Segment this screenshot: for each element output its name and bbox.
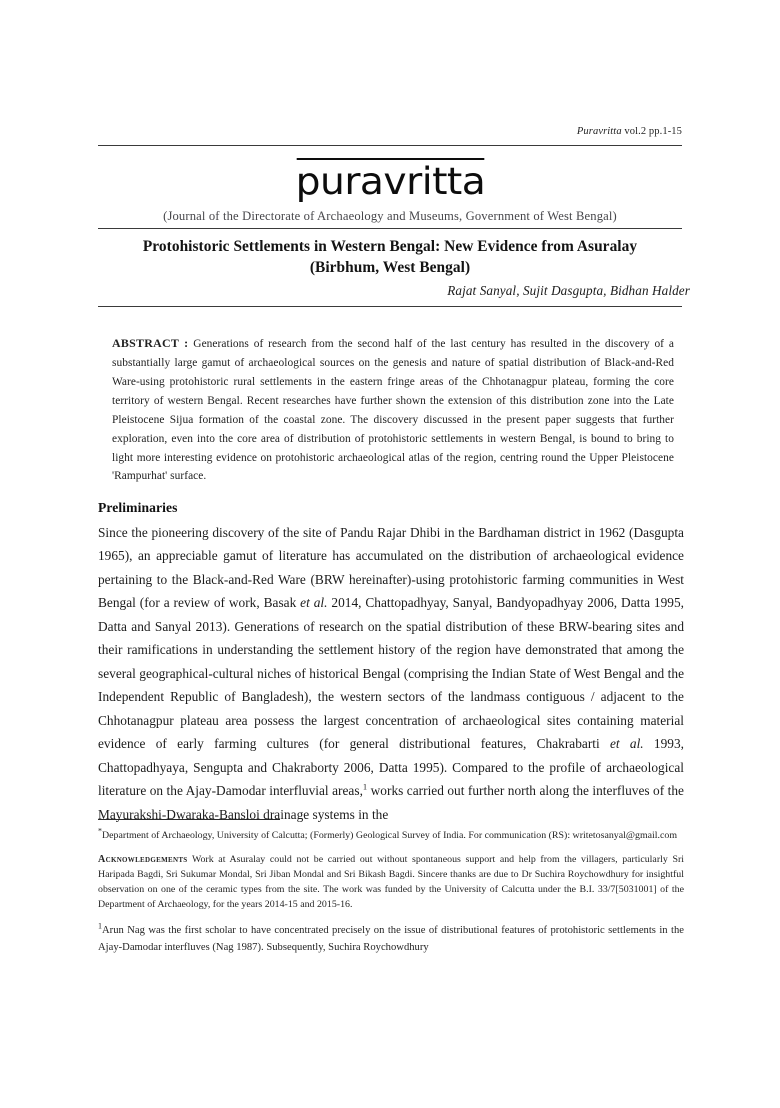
journal-logotype: puravritta: [295, 160, 485, 203]
abstract-text: Generations of research from the second half of the last century has resulted in the discovery of a substantially large gamut of archaeological sources on the genesis and nature of spatial distribution of Black-and-Red Ware-using protohistoric rural settlements in the eastern fringe areas of the Chhotanagpur plateau, forming the core territory of western Bengal. Recent researches have further shown the extension of this distribution zone into the Late Pleistocene Sijua formation of the coastal zone. The discovery discussed in the present paper suggests that further exploration, even into the core area of distribution of protohistoric settlements in western Bengal, is bound to bring to light more interesting evidence on protohistoric archaeological atlas of the region, centring round the Upper Pleistocene 'Rampurhat' surface.: [112, 338, 674, 483]
footnote-note-1: [98, 922, 684, 958]
page-title: [90, 236, 690, 279]
section-heading-preliminaries: Preliminaries: [98, 500, 178, 515]
running-head-journal-name: Puravritta: [576, 126, 622, 137]
acknowledgements-text: Work at Asuralay could not be carried out without spontaneous support and help from the villagers, particularly Sri Haripada Bagdi, Sri Sukumar Mondal, Sri Jiban Mondal and Sri Bikash Bagdi. Sincere thanks are due to Dr Suchira Roychowdhury for insightful observation on one of the ceramic types from the site. The work was funded by the University of Calcutta under the B.I. 33/7[5031001] of the Department of Archaeology, for the years 2014-15 and 2015-16.: [98, 854, 684, 911]
journal-subtitle: (Journal of the Directorate of Archaeology and Museums, Government of West Bengal): [163, 209, 617, 223]
body-paragraph: [98, 521, 684, 826]
affiliation-marker-icon: *: [98, 826, 103, 836]
footnote-1-marker: 1: [98, 920, 103, 930]
body-segment-3: 1993, Chattopadhyaya, Sengupta and Chakraborty 2006, Datta 1995). Compared to the profile of archaeological literature on the Ajay-Damodar interfluvial areas,: [98, 736, 684, 799]
title-rule-top: [98, 228, 682, 229]
author-names: Rajat Sanyal, Sujit Dasgupta, Bidhan Halder: [447, 283, 690, 298]
body-italic-etal-2: et al.: [610, 736, 644, 752]
acknowledgements-label: Acknowledgements: [98, 854, 188, 866]
body-segment-2: 2014, Chattopadhyay, Sanyal, Bandyopadhyay 2006, Datta 1995, Datta and Sanyal 2013). Generations of research on the spatial distribution of these BRW-bearing sites and their ramifications in understanding the settlement history of the region have demonstrated that among the several geographical-cultural niches of historical Bengal (comprising the Indian State of West Bengal and the Independent Republic of Bangladesh), the western sectors of the landmass contiguous / adjacent to the Chhotanagpur plateau area possess the largest concentration of archaeological sites containing material evidence of early farming cultures (for general distributional features, Chakrabarti: [98, 595, 684, 752]
article-title-line-1: Protohistoric Settlements in Western Bengal: New Evidence from Asuralay: [142, 238, 638, 255]
footnote-block: [98, 828, 684, 957]
affiliation-text: Department of Archaeology, University of Calcutta; (Formerly) Geological Survey of India. For communication (RS): writetosanyal@gmail.com: [102, 830, 678, 841]
article-title-line-2: (Birbhum, West Bengal): [309, 259, 471, 277]
abstract-block: [112, 334, 674, 486]
title-rule-bottom: [98, 306, 682, 307]
body-italic-etal-1: et al.: [300, 595, 328, 611]
abstract-label: ABSTRACT :: [112, 336, 189, 350]
header-rule: [98, 145, 682, 146]
body-segment-4: works carried out further north along the interfluves of the Mayurakshi-Dwaraka-Bansloi drainage systems in the: [98, 783, 684, 822]
footnote-affiliation: [98, 828, 684, 843]
author-list: [90, 283, 690, 299]
footnote-separator-rule: [98, 819, 280, 820]
running-head: [577, 126, 682, 137]
footnote-acknowledgements: [98, 852, 684, 912]
body-segment-1: Since the pioneering discovery of the site of Pandu Rajar Dhibi in the Bardhaman district in 1962 (Dasgupta 1965), an appreciable gamut of literature has accumulated on the distribution of archaeological evidence pertaining to the Black-and-Red Ware (BRW hereinafter)-using protohistoric farming communities in West Bengal (for a review of work, Basak: [98, 525, 684, 611]
article-title-block: [90, 236, 690, 279]
running-head-volume-pages: vol.2 pp.1-15: [621, 126, 682, 137]
footnote-1-text: Arun Nag was the first scholar to have concentrated precisely on the issue of distributional features of protohistoric settlements in the Ajay-Damodar interfluves (Nag 1987). Subsequently, Suchira Roychowdhury: [98, 924, 684, 954]
journal-masthead: [0, 158, 780, 224]
footnote-reference-marker: 1: [362, 781, 368, 792]
